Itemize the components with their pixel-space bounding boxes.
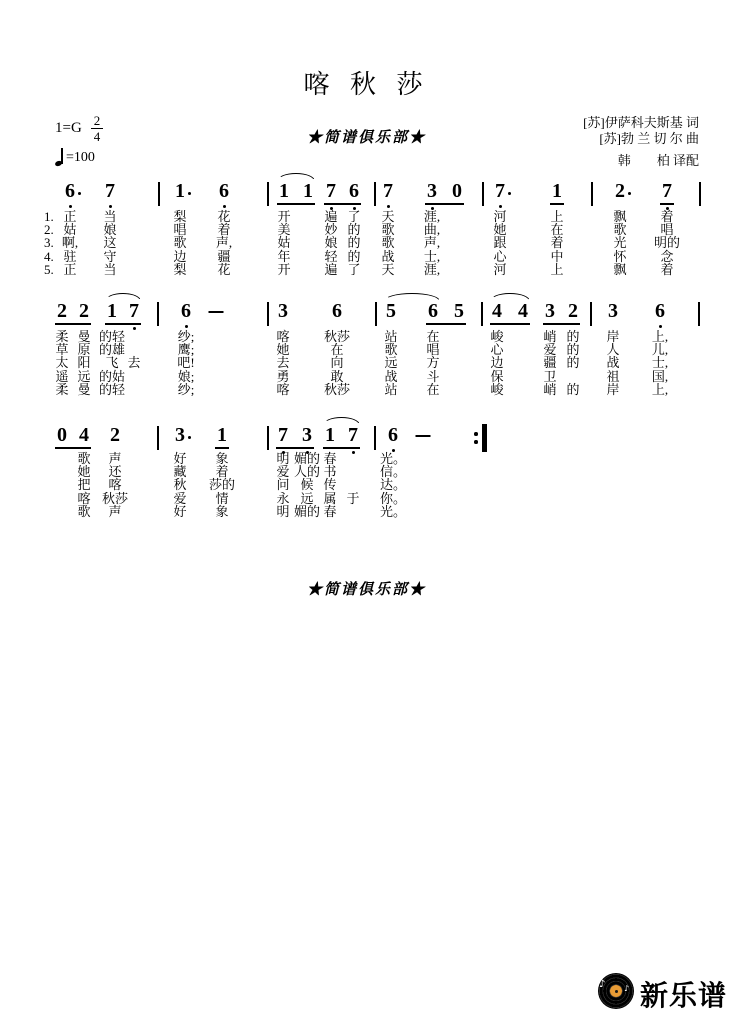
slur-arc <box>384 293 440 301</box>
lyric-syllable: 光。 <box>379 451 407 466</box>
barline <box>267 302 269 326</box>
song-title: 喀 秋 莎 <box>303 70 430 99</box>
lyric-syllable: 边 <box>173 249 187 264</box>
lyric-syllable: 这 <box>103 235 117 250</box>
lyric-syllable: 上, <box>651 382 669 397</box>
lyric-syllable: 峻 <box>490 329 504 344</box>
beam-line <box>276 447 314 449</box>
lyric-syllable: 向 <box>330 355 344 370</box>
beam-line <box>426 323 466 325</box>
beam-line <box>425 203 464 205</box>
lyric-syllable: 岸 <box>606 382 620 397</box>
lyric-syllable: 保 <box>490 369 504 384</box>
lyric-syllable: 河 <box>493 262 507 277</box>
note: 4 <box>79 424 89 446</box>
lyric-syllable: 着 <box>550 235 564 250</box>
lyric-syllable: 的 <box>566 342 580 357</box>
lyric-syllable: 峭 <box>543 382 557 397</box>
lyric-syllable: 远 <box>77 369 91 384</box>
lyric-syllable: 唱 <box>660 222 674 237</box>
lyric-syllable: 书 <box>323 464 337 479</box>
lyric-syllable: 方 <box>426 355 440 370</box>
barline <box>481 302 483 326</box>
lyric-syllable: 士, <box>423 249 441 264</box>
lyric-syllable: 的 <box>566 382 580 397</box>
tempo-marking <box>55 147 103 166</box>
lyric-syllable: 心 <box>490 342 504 357</box>
lyric-syllable: 当 <box>103 262 117 277</box>
credits-block <box>583 115 699 169</box>
barline <box>157 302 159 326</box>
note: 6 <box>655 300 665 322</box>
lyric-syllable: 媚的 <box>293 451 321 466</box>
lyric-syllable: 守 <box>103 249 117 264</box>
lyric-syllable: 怀 <box>613 249 627 264</box>
lyric-syllable: 的 <box>347 222 361 237</box>
lyric-syllable: 战 <box>606 355 620 370</box>
lyric-syllable: 花 <box>217 209 231 224</box>
octave-dot <box>223 205 226 208</box>
lyric-syllable: 儿, <box>651 342 669 357</box>
lyric-syllable: 纱; <box>177 329 195 344</box>
augmentation-dot <box>188 192 191 195</box>
lyric-syllable: 喀 <box>108 477 122 492</box>
beam-line <box>55 447 91 449</box>
lyric-syllable: 了 <box>347 262 361 277</box>
lyric-syllable: 去 <box>127 355 141 370</box>
lyric-syllable: 妙 <box>324 222 338 237</box>
note: 1 <box>107 300 117 322</box>
lyric-syllable: 上 <box>550 262 564 277</box>
lyric-syllable: 歌 <box>381 235 395 250</box>
lyric-syllable: 太 <box>55 355 69 370</box>
note: 2 <box>57 300 67 322</box>
lyric-syllable: 秋莎 <box>101 491 129 506</box>
lyric-syllable: 象 <box>215 451 229 466</box>
lyric-syllable: 的 <box>347 249 361 264</box>
lyric-syllable: 勇 <box>276 369 290 384</box>
lyric-syllable: 梨 <box>173 209 187 224</box>
note: 1 <box>175 180 185 202</box>
beam-line <box>215 447 229 449</box>
slur-arc <box>490 293 530 301</box>
lyric-syllable: 正 <box>63 209 77 224</box>
lyric-syllable: 歌 <box>173 235 187 250</box>
lyric-syllable: 永 <box>276 491 290 506</box>
lyric-syllable: 着 <box>217 222 231 237</box>
lyric-syllable: 站 <box>384 382 398 397</box>
lyric-syllable: 歌 <box>77 451 91 466</box>
lyric-syllable: 边 <box>490 355 504 370</box>
lyric-syllable: 原 <box>77 342 91 357</box>
club-banner-top: ★简谱俱乐部★ <box>306 130 426 146</box>
note: 4 <box>492 300 502 322</box>
lyric-syllable: 问 <box>276 477 290 492</box>
note: 5 <box>386 300 396 322</box>
lyric-syllable: 岸 <box>606 329 620 344</box>
lyric-syllable: 爱 <box>276 464 290 479</box>
note: 6 <box>65 180 75 202</box>
lyric-syllable: 吧! <box>177 355 195 370</box>
note: 6 <box>332 300 342 322</box>
lyric-syllable: 娘; <box>177 369 195 384</box>
lyric-syllable: 鹰; <box>177 342 195 357</box>
lyric-syllable: 喀 <box>276 382 290 397</box>
lyric-syllable: 柔 <box>55 382 69 397</box>
tempo-value: =100 <box>66 150 95 165</box>
lyric-syllable: 她 <box>493 222 507 237</box>
slur-arc <box>105 293 141 301</box>
note: 3 <box>608 300 618 322</box>
lyric-syllable: 峻 <box>490 382 504 397</box>
barline <box>158 182 160 206</box>
barline <box>591 182 593 206</box>
lyric-syllable: 人的 <box>293 464 321 479</box>
lyric-syllable: 达。 <box>379 477 407 492</box>
verse-number: 2. <box>44 222 54 237</box>
lyric-syllable: 藏 <box>173 464 187 479</box>
beam-line <box>55 323 91 325</box>
lyric-syllable: 她 <box>77 464 91 479</box>
credit-lyricist: [苏]伊萨科夫斯基 词 <box>583 115 699 130</box>
note: 0 <box>452 180 462 202</box>
lyric-syllable: 去 <box>276 355 290 370</box>
lyric-syllable: 柔 <box>55 329 69 344</box>
lyric-syllable: 唱 <box>426 342 440 357</box>
lyric-syllable: 传 <box>323 477 337 492</box>
slur-arc <box>323 417 360 425</box>
note: 1 <box>303 180 313 202</box>
lyric-syllable: 象 <box>215 504 229 519</box>
key-label: 1=G <box>55 120 82 136</box>
lyric-syllable: 她 <box>276 342 290 357</box>
lyric-syllable: 疆 <box>217 249 231 264</box>
lyric-syllable: 开 <box>277 209 291 224</box>
lyric-syllable: 战 <box>381 249 395 264</box>
lyric-syllable: 曼 <box>77 329 91 344</box>
lyric-syllable: 上, <box>651 329 669 344</box>
lyric-syllable: 歌 <box>381 222 395 237</box>
half-note-dash <box>209 311 224 313</box>
note: 2 <box>110 424 120 446</box>
lyric-syllable: 好 <box>173 451 187 466</box>
octave-dot <box>352 451 355 454</box>
beam-line <box>277 203 315 205</box>
octave-dot <box>185 325 188 328</box>
lyric-syllable: 歌 <box>77 504 91 519</box>
note: 7 <box>129 300 139 322</box>
lyric-syllable: 人 <box>606 342 620 357</box>
lyric-syllable: 驻 <box>63 249 77 264</box>
lyric-syllable: 歌 <box>384 342 398 357</box>
note: 4 <box>518 300 528 322</box>
lyric-syllable: 曲, <box>423 222 441 237</box>
note: 3 <box>545 300 555 322</box>
lyric-syllable: 士, <box>651 355 669 370</box>
note: 3 <box>302 424 312 446</box>
barline <box>374 182 376 206</box>
lyric-syllable: 战 <box>384 369 398 384</box>
note: 2 <box>568 300 578 322</box>
lyric-syllable: 卫 <box>543 369 557 384</box>
note: 6 <box>428 300 438 322</box>
lyric-syllable: 情 <box>215 491 229 506</box>
lyric-syllable: 莎的 <box>208 477 236 492</box>
note: 1 <box>217 424 227 446</box>
repeat-dot <box>474 432 478 436</box>
octave-dot <box>499 205 502 208</box>
note: 7 <box>326 180 336 202</box>
beam-line <box>323 447 360 449</box>
augmentation-dot <box>188 436 191 439</box>
lyric-syllable: 纱; <box>177 382 195 397</box>
credit-composer: [苏]勃 兰 切 尔 曲 <box>599 131 699 146</box>
credit-translator: 韩 柏 译配 <box>617 153 699 168</box>
lyric-syllable: 在 <box>550 222 564 237</box>
lyric-syllable: 春 <box>323 451 337 466</box>
note: 6 <box>388 424 398 446</box>
lyric-syllable: 中 <box>550 249 564 264</box>
barline <box>267 426 269 450</box>
lyric-syllable: 疆 <box>543 355 557 370</box>
verse-number: 5. <box>44 262 54 277</box>
beam-line <box>543 323 580 325</box>
time-signature-bottom: 4 <box>93 129 101 144</box>
lyric-syllable: 远 <box>300 491 314 506</box>
lyric-syllable: 媚的 <box>293 504 321 519</box>
beam-line <box>550 203 564 205</box>
verse-number: 4. <box>44 249 54 264</box>
club-banner-bottom: ★简谱俱乐部★ <box>306 582 426 598</box>
lyric-syllable: 远 <box>384 355 398 370</box>
lyric-syllable: 开 <box>277 262 291 277</box>
lyric-syllable: 属 <box>323 491 337 506</box>
note: 3 <box>278 300 288 322</box>
lyric-syllable: 把 <box>77 477 91 492</box>
lyric-syllable: 在 <box>426 329 440 344</box>
augmentation-dot <box>78 192 81 195</box>
quarter-note-icon <box>55 147 65 166</box>
lyric-syllable: 的姑 <box>98 369 126 384</box>
barline <box>374 426 376 450</box>
lyric-syllable: 声 <box>108 504 122 519</box>
lyric-syllable: 遍 <box>324 262 338 277</box>
slur-arc <box>277 173 315 181</box>
note: 3 <box>427 180 437 202</box>
lyric-syllable: 信。 <box>379 464 407 479</box>
augmentation-dot <box>628 192 631 195</box>
note: 3 <box>175 424 185 446</box>
brand-logo <box>598 972 733 1012</box>
lyric-syllable: 春 <box>323 504 337 519</box>
lyric-syllable: 着 <box>660 209 674 224</box>
barline <box>590 302 592 326</box>
half-note-dash <box>416 435 431 437</box>
note: 1 <box>552 180 562 202</box>
lyric-syllable: 天 <box>381 209 395 224</box>
lyric-syllable: 明的 <box>653 235 681 250</box>
lyric-syllable: 秋莎 <box>323 329 351 344</box>
lyric-syllable: 的 <box>566 329 580 344</box>
lyric-syllable: 飘 <box>613 209 627 224</box>
lyric-syllable: 明 <box>276 451 290 466</box>
brand-name: 新乐谱 <box>640 979 728 1012</box>
lyric-syllable: 还 <box>108 464 122 479</box>
barline <box>699 182 701 206</box>
lyric-syllable: 啊, <box>61 235 79 250</box>
lyric-syllable: 涯, <box>423 209 441 224</box>
lyric-syllable: 姑 <box>277 235 291 250</box>
lyric-syllable: 爱 <box>543 342 557 357</box>
lyric-syllable: 当 <box>103 209 117 224</box>
lyric-syllable: 天 <box>381 262 395 277</box>
note: 7 <box>278 424 288 446</box>
lyric-syllable: 的 <box>347 235 361 250</box>
lyric-syllable: 光 <box>613 235 627 250</box>
octave-dot <box>109 205 112 208</box>
octave-dot <box>133 327 136 330</box>
lyric-syllable: 于 <box>346 491 360 506</box>
lyric-syllable: 飘 <box>613 262 627 277</box>
lyric-syllable: 声, <box>215 235 233 250</box>
lyric-syllable: 候 <box>300 477 314 492</box>
lyric-syllable: 唱 <box>173 222 187 237</box>
note: 7 <box>105 180 115 202</box>
lyric-syllable: 的 <box>566 355 580 370</box>
note: 6 <box>349 180 359 202</box>
lyric-syllable: 飞 <box>105 355 119 370</box>
lyric-syllable: 的轻 <box>98 382 126 397</box>
lyric-syllable: 上 <box>550 209 564 224</box>
lyric-syllable: 国, <box>651 369 669 384</box>
beam-line <box>660 203 674 205</box>
lyric-syllable: 草 <box>55 342 69 357</box>
lyric-syllable: 遍 <box>324 209 338 224</box>
lyric-syllable: 斗 <box>426 369 440 384</box>
lyric-syllable: 娘 <box>324 235 338 250</box>
octave-dot <box>659 325 662 328</box>
note: 7 <box>383 180 393 202</box>
lyric-syllable: 娘 <box>103 222 117 237</box>
verse-number: 1. <box>44 209 54 224</box>
barline <box>157 426 159 450</box>
note: 2 <box>615 180 625 202</box>
octave-dot <box>387 205 390 208</box>
barline <box>698 302 700 326</box>
music-note-icon: ♪ <box>599 979 606 990</box>
lyric-syllable: 阳 <box>77 355 91 370</box>
lyric-syllable: 站 <box>384 329 398 344</box>
lyric-syllable: 涯, <box>423 262 441 277</box>
lyric-syllable: 年 <box>277 249 291 264</box>
lyric-syllable: 心 <box>493 249 507 264</box>
lyric-syllable: 声, <box>423 235 441 250</box>
lyric-syllable: 喀 <box>276 329 290 344</box>
note: 7 <box>662 180 672 202</box>
note: 0 <box>57 424 67 446</box>
note: 5 <box>454 300 464 322</box>
note: 1 <box>279 180 289 202</box>
lyric-syllable: 秋莎 <box>323 382 351 397</box>
lyric-syllable: 爱 <box>173 491 187 506</box>
lyric-syllable: 正 <box>63 262 77 277</box>
lyric-syllable: 的轻 <box>98 329 126 344</box>
lyric-syllable: 着 <box>215 464 229 479</box>
verse-number: 3. <box>44 235 54 250</box>
augmentation-dot <box>508 192 511 195</box>
lyric-syllable: 姑 <box>63 222 77 237</box>
lyric-syllable: 喀 <box>77 491 91 506</box>
lyric-syllable: 的雄 <box>98 342 126 357</box>
lyric-syllable: 明 <box>276 504 290 519</box>
lyric-syllable: 祖 <box>606 369 620 384</box>
note: 1 <box>325 424 335 446</box>
lyric-syllable: 歌 <box>613 222 627 237</box>
lyric-syllable: 曼 <box>77 382 91 397</box>
note: 2 <box>79 300 89 322</box>
lyric-syllable: 跟 <box>493 235 507 250</box>
time-signature-top: 2 <box>91 114 104 129</box>
barline <box>267 182 269 206</box>
lyric-syllable: 你。 <box>379 491 407 506</box>
lyric-syllable: 花 <box>217 262 231 277</box>
lyric-syllable: 念 <box>660 249 674 264</box>
lyric-syllable: 美 <box>277 222 291 237</box>
beam-line <box>490 323 530 325</box>
note: 7 <box>495 180 505 202</box>
lyric-syllable: 秋 <box>173 477 187 492</box>
music-note-icon: ♪ <box>624 984 630 993</box>
lyric-syllable: 敢 <box>330 369 344 384</box>
lyric-syllable: 遥 <box>55 369 69 384</box>
lyric-syllable: 着 <box>660 262 674 277</box>
lyric-syllable: 光。 <box>379 504 407 519</box>
lyric-syllable: 轻 <box>324 249 338 264</box>
lyric-syllable: 峭 <box>543 329 557 344</box>
lyric-syllable: 好 <box>173 504 187 519</box>
note: 7 <box>348 424 358 446</box>
lyric-syllable: 河 <box>493 209 507 224</box>
repeat-end-bar <box>482 424 487 452</box>
lyric-syllable: 了 <box>347 209 361 224</box>
repeat-dot <box>474 440 478 444</box>
barline <box>375 302 377 326</box>
lyric-syllable: 在 <box>426 382 440 397</box>
octave-dot <box>69 205 72 208</box>
lyric-syllable: 声 <box>108 451 122 466</box>
beam-line <box>324 203 361 205</box>
beam-line <box>105 323 141 325</box>
barline <box>482 182 484 206</box>
lyric-syllable: 在 <box>330 342 344 357</box>
note: 6 <box>219 180 229 202</box>
lyric-syllable: 梨 <box>173 262 187 277</box>
note: 6 <box>181 300 191 322</box>
